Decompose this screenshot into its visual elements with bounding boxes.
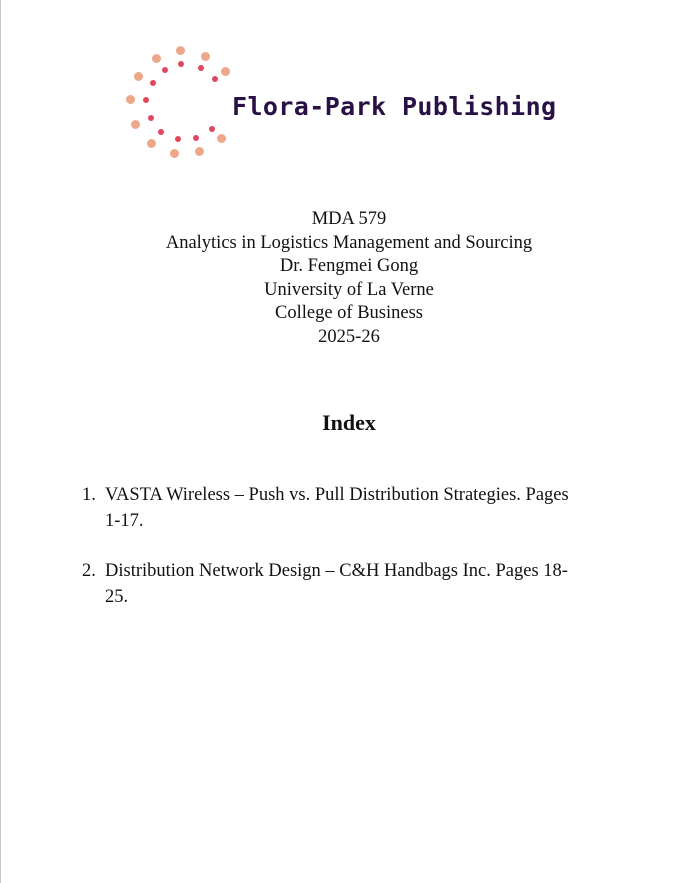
page-left-border	[0, 0, 1, 883]
university-name: University of La Verne	[264, 279, 434, 300]
index-item-text: Distribution Network Design – C&H Handbags Inc. Pages 18-25.	[105, 561, 568, 607]
index-item-number: 2.	[82, 561, 96, 581]
publisher-logo-icon	[120, 40, 240, 165]
publisher-name: Flora-Park Publishing	[232, 92, 557, 121]
index-item-text: VASTA Wireless – Push vs. Pull Distribution Strategies. Pages 1-17.	[105, 485, 569, 531]
index-list	[82, 482, 582, 634]
instructor-name: Dr. Fengmei Gong	[279, 256, 419, 276]
course-code: MDA 579	[311, 209, 387, 229]
academic-year: 2025-26	[318, 326, 380, 347]
course-title: Analytics in Logistics Management and Sourcing	[165, 232, 533, 253]
index-item	[82, 482, 582, 534]
index-heading: Index	[322, 410, 376, 435]
index-item	[82, 558, 582, 610]
index-item-number: 1.	[82, 485, 96, 505]
college-name: College of Business	[275, 303, 423, 323]
course-info	[0, 208, 696, 349]
